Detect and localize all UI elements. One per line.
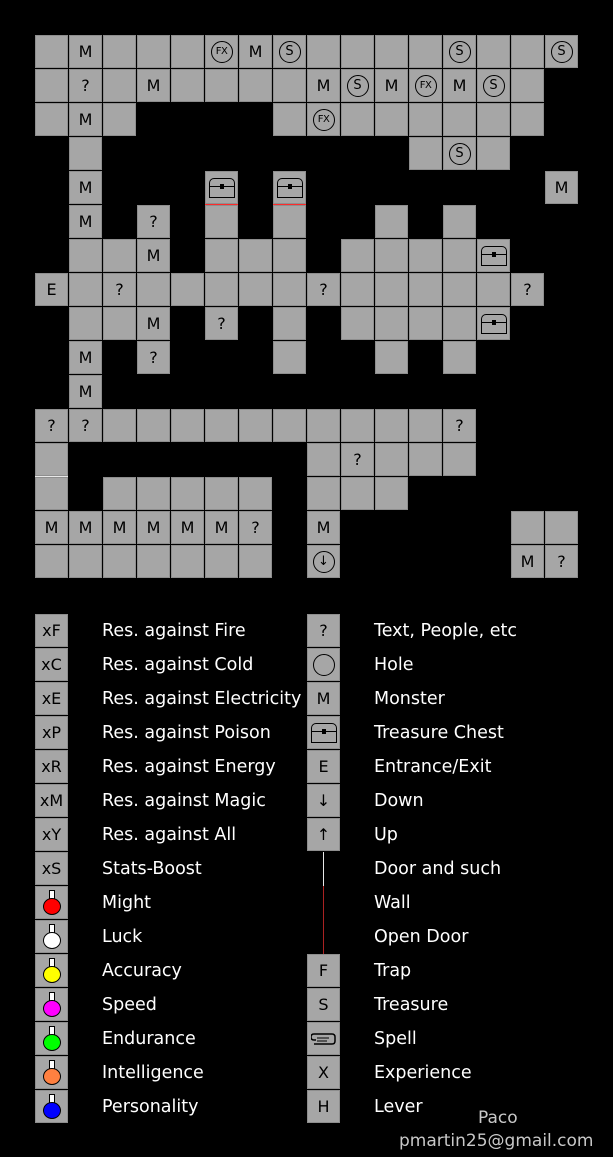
legend-symbol: xF [42,621,61,640]
map-cell [171,511,204,544]
map-cell [239,273,272,306]
map-cell [443,307,476,340]
map-cell [137,511,170,544]
hole-icon [307,648,340,681]
legend-label: Down [374,791,424,811]
map-cell [375,103,408,136]
map-cell [477,273,510,306]
map-cell [477,35,510,68]
map-cell [375,477,408,510]
map-cell [307,409,340,442]
map-cell [69,69,102,102]
text-marker: ? [455,416,464,435]
chest-lock [492,252,496,257]
map-cell [35,443,68,476]
legend-label: Up [374,825,398,845]
map-cell [409,273,442,306]
monster-marker: M [78,42,93,61]
map-cell [409,35,442,68]
legend-row [0,886,613,920]
map-cell [341,35,374,68]
map-cell [545,171,578,204]
map-cell [35,273,68,306]
legend-label: Speed [102,995,157,1015]
treasure-circle-icon: S [483,75,505,97]
legend-symbol: ↓ [316,791,331,810]
map-cell [307,511,340,544]
map-cell [35,103,68,136]
legend-symbol: xY [41,825,62,844]
map-cell [443,239,476,272]
map-cell [205,477,238,510]
map-cell [307,69,340,102]
legend-symbol: ? [319,621,328,640]
legend-row [0,784,613,818]
map-cell [511,273,544,306]
map-cell [35,511,68,544]
map-cell [69,137,102,170]
map-cell [103,35,136,68]
legend-label: Spell [374,1029,417,1049]
map-cell [103,409,136,442]
monster-marker: M [180,518,195,537]
map-cell [103,273,136,306]
map-cell [239,409,272,442]
map-cell [69,103,102,136]
legend-symbol: xE [41,689,62,708]
legend-label: Trap [374,961,412,981]
legend-row [0,716,613,750]
legend-symbol-tile [307,988,340,1021]
treasure-chest-icon [311,723,337,743]
legend-label: Res. against Cold [102,655,254,675]
legend-line [323,920,324,954]
map-cell [477,69,510,102]
text-marker: ? [217,314,226,333]
legend-symbol: xM [39,791,64,810]
map-cell [307,273,340,306]
map-cell [341,103,374,136]
map-cell [205,35,238,68]
map-cell [409,307,442,340]
map-cell [171,477,204,510]
map-cell [103,103,136,136]
monster-marker: M [248,42,263,61]
map-cell [239,545,272,578]
legend-label: Res. against Electricity [102,689,302,709]
legend-row [0,614,613,648]
map-cell [205,69,238,102]
map-cell [171,69,204,102]
map-cell [443,35,476,68]
treasure-chest-icon [481,314,507,334]
trap-circle-icon: FX [211,41,233,63]
map-cell [341,443,374,476]
legend-symbol: M [316,689,331,708]
monster-marker: M [112,518,127,537]
legend-symbol: E [318,757,329,776]
map-cell [137,35,170,68]
monster-marker: M [146,76,161,95]
down-arrow-icon: ↓ [313,551,335,573]
map-cell [239,477,272,510]
map-cell [69,511,102,544]
wall-line-icon [307,886,340,919]
map-cell [69,273,102,306]
map-cell [69,409,102,442]
map-cell [443,205,476,238]
map-cell [103,307,136,340]
legend-line [323,886,324,920]
legend-label: Open Door [374,927,469,947]
map-cell [307,477,340,510]
legend-symbol-tile [307,784,340,817]
map-cell [443,341,476,374]
map-cell [137,477,170,510]
map-cell [103,511,136,544]
map-cell [375,69,408,102]
chest-lock [322,729,326,734]
trap-circle-icon: FX [313,109,335,131]
map-cell [443,273,476,306]
map-cell [35,69,68,102]
map-cell [205,239,238,272]
legend-row [0,750,613,784]
map-cell [69,171,102,204]
monster-marker: M [452,76,467,95]
map-cell [477,103,510,136]
map-cell [375,409,408,442]
legend-label: Personality [102,1097,199,1117]
map-cell [375,443,408,476]
monster-marker: M [78,178,93,197]
map-cell [545,511,578,544]
map-cell [409,137,442,170]
legend-row [0,648,613,682]
map-cell [273,35,306,68]
legend-label: Might [102,893,152,913]
map-cell [307,103,340,136]
map-cell [69,205,102,238]
chest-lock [288,184,292,189]
map-cell [137,545,170,578]
map-cell [409,103,442,136]
map-cell [409,409,442,442]
text-marker: ? [81,416,90,435]
map-cell [375,205,408,238]
map-cell [205,205,238,238]
map-cell [375,273,408,306]
scroll-icon [307,1022,340,1055]
legend-line [323,852,324,886]
legend-row [0,682,613,716]
legend-row [0,1022,613,1056]
map-cell [409,239,442,272]
map-cell [137,341,170,374]
map-cell [273,239,306,272]
map-cell [443,137,476,170]
monster-marker: M [146,314,161,333]
legend-symbol-tile [307,1056,340,1089]
legend-label: Intelligence [102,1063,204,1083]
legend-label: Endurance [102,1029,196,1049]
chest-lock [220,184,224,189]
legend-label: Hole [374,655,414,675]
map-cell [35,409,68,442]
map-cell [205,273,238,306]
legend-row [0,920,613,954]
treasure-circle-icon: S [347,75,369,97]
legend-label: Treasure [374,995,449,1015]
legend-row [0,852,613,886]
monster-marker: M [78,518,93,537]
map-cell [341,239,374,272]
map-cell [273,205,306,238]
entrance-marker: E [46,280,57,299]
legend-symbol-tile [307,750,340,783]
legend-row [0,1056,613,1090]
open-door-marker [273,204,306,205]
legend-label: Stats-Boost [102,859,202,879]
map-cell [273,103,306,136]
map-cell [35,35,68,68]
map-cell [103,239,136,272]
map-cell [137,273,170,306]
legend-symbol: H [317,1097,330,1116]
legend-label: Res. against All [102,825,237,845]
map-cell [205,171,238,204]
legend-symbol: xR [41,757,62,776]
map-cell [307,545,340,578]
map-cell [137,69,170,102]
text-marker: ? [557,552,566,571]
map-cell [137,409,170,442]
map-cell [409,443,442,476]
map-cell [69,375,102,408]
map-cell [307,443,340,476]
legend-label: Luck [102,927,143,947]
legend-label: Treasure Chest [374,723,504,743]
text-marker: ? [115,280,124,299]
monster-marker: M [316,76,331,95]
text-marker: ? [319,280,328,299]
legend-symbol: F [318,961,329,980]
open-door-line-icon [307,920,340,953]
legend-symbol: S [318,995,329,1014]
text-marker: ? [523,280,532,299]
legend-symbol: ↑ [316,825,331,844]
legend-symbol-tile [307,614,340,647]
map-cell [171,273,204,306]
text-marker: ? [149,212,158,231]
map-cell [273,171,306,204]
legend-symbol-tile [307,954,340,987]
map-cell [477,137,510,170]
open-door-marker [205,204,238,205]
monster-marker: M [146,518,161,537]
map-cell [205,307,238,340]
legend-symbol: xS [41,859,62,878]
map-cell [273,341,306,374]
map-cell [443,409,476,442]
author-email: pmartin25@gmail.com [399,1131,594,1151]
legend-label: Entrance/Exit [374,757,492,777]
map-cell [239,69,272,102]
map-cell [511,103,544,136]
text-marker: ? [149,348,158,367]
monster-marker: M [78,110,93,129]
legend-row [0,954,613,988]
map-cell [341,273,374,306]
map-cell [69,35,102,68]
map-cell [137,205,170,238]
map-cell [477,307,510,340]
legend-symbol: X [318,1063,329,1082]
map-cell [307,35,340,68]
map-cell [273,273,306,306]
map-cell [375,35,408,68]
map-cell [35,545,68,578]
legend-symbol: xP [41,723,62,742]
text-marker: ? [353,450,362,469]
monster-marker: M [78,382,93,401]
map-cell [239,511,272,544]
map-cell [171,409,204,442]
map-cell [375,239,408,272]
map-cell [341,307,374,340]
text-marker: ? [251,518,260,537]
legend-symbol: xC [41,655,62,674]
map-cell [545,545,578,578]
map-cell [137,239,170,272]
map-cell [341,409,374,442]
map-cell [273,69,306,102]
hole-ring [313,654,335,676]
legend-label: Wall [374,893,411,913]
legend-row [0,988,613,1022]
map-cell [137,307,170,340]
map-cell [341,69,374,102]
chest-lock [492,320,496,325]
legend-label: Text, People, etc [374,621,518,641]
map-cell [103,545,136,578]
map-cell [443,443,476,476]
treasure-chest-icon [481,246,507,266]
scroll-glyph [311,1030,337,1048]
map-cell [205,545,238,578]
map-cell [171,35,204,68]
text-marker: ? [81,76,90,95]
door-marker [35,476,68,477]
map-cell [69,239,102,272]
map-cell [35,477,68,510]
legend-symbol-tile [307,818,340,851]
map-cell [273,307,306,340]
map-cell [477,239,510,272]
legend-label: Accuracy [102,961,182,981]
monster-marker: M [384,76,399,95]
map-cell [273,409,306,442]
treasure-chest-icon [209,178,235,198]
legend-label: Experience [374,1063,472,1083]
author-credit: Paco [478,1108,518,1128]
monster-marker: M [78,348,93,367]
legend-label: Res. against Energy [102,757,276,777]
map-cell [69,545,102,578]
monster-marker: M [520,552,535,571]
map-cell [341,477,374,510]
legend-label: Res. against Poison [102,723,271,743]
legend-row [0,1090,613,1124]
map-cell [205,409,238,442]
legend-label: Lever [374,1097,423,1117]
chest-icon [307,716,340,749]
treasure-circle-icon: S [449,143,471,165]
map-cell [443,103,476,136]
legend-label: Monster [374,689,445,709]
map-cell [69,307,102,340]
map-cell [239,35,272,68]
map-cell [69,341,102,374]
treasure-circle-icon: S [279,41,301,63]
legend-label: Door and such [374,859,502,879]
legend-symbol-tile [307,1090,340,1123]
map-cell [205,511,238,544]
map-cell [511,511,544,544]
legend-row [0,818,613,852]
legend-label: Res. against Magic [102,791,266,811]
text-marker: ? [47,416,56,435]
trap-circle-icon: FX [415,75,437,97]
map-cell [103,477,136,510]
map-cell [511,35,544,68]
map-cell [103,69,136,102]
monster-marker: M [316,518,331,537]
monster-marker: M [554,178,569,197]
monster-marker: M [146,246,161,265]
monster-marker: M [44,518,59,537]
map-cell [239,239,272,272]
legend-label: Res. against Fire [102,621,246,641]
treasure-chest-icon [277,178,303,198]
map-cell [511,545,544,578]
map-cell [409,69,442,102]
treasure-circle-icon: S [449,41,471,63]
map-cell [443,69,476,102]
map-cell [511,69,544,102]
treasure-circle-icon: S [551,41,573,63]
map-cell [375,307,408,340]
door-line-icon [307,852,340,885]
monster-marker: M [214,518,229,537]
map-cell [545,35,578,68]
monster-marker: M [78,212,93,231]
map-cell [171,545,204,578]
map-cell [375,341,408,374]
legend-symbol-tile [307,682,340,715]
